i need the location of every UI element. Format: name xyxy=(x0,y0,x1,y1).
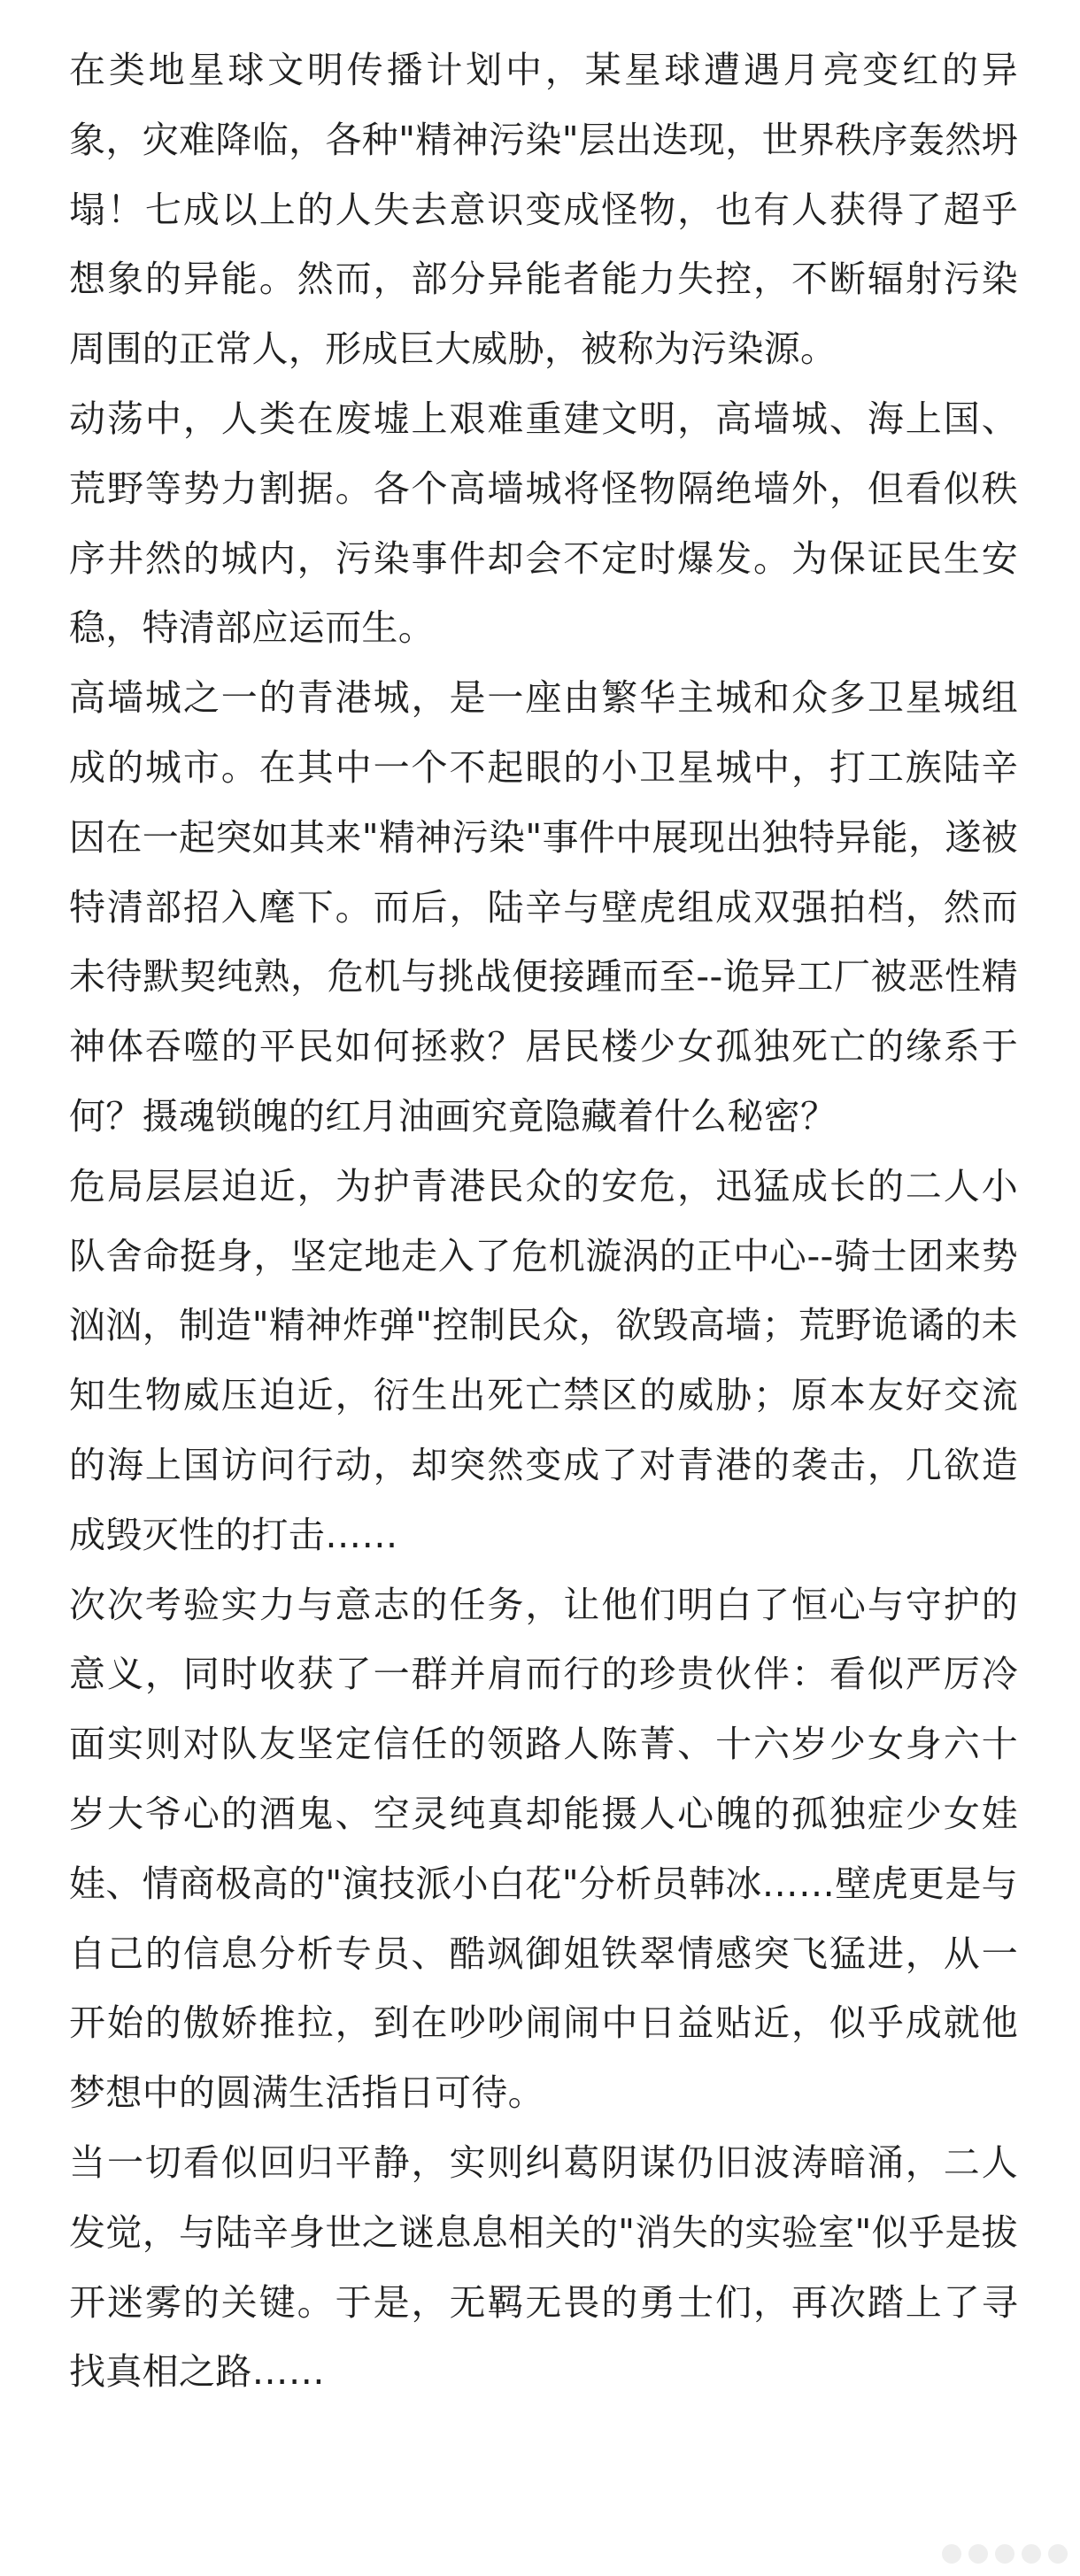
paragraph-1: 在类地星球文明传播计划中，某星球遭遇月亮变红的异象，灾难降临，各种"精神污染"层出迭现，世界秩序轰然坍塌！七成以上的人失去意识变成怪物，也有人获得了超乎想象的异能。然而，部分异能者能力失控，不断辐射污染周围的正常人，形成巨大威胁，被称为污染源。 xyxy=(69,49,1018,371)
watermark-logo xyxy=(942,2544,1068,2564)
watermark-dot xyxy=(942,2544,961,2564)
watermark-dot xyxy=(995,2544,1014,2564)
article-body xyxy=(69,35,1018,2407)
watermark-dot xyxy=(1022,2544,1041,2564)
paragraph-2: 动荡中，人类在废墟上艰难重建文明，高墙城、海上国、荒野等势力割据。各个高墙城将怪物隔绝墙外，但看似秩序井然的城内，污染事件却会不定时爆发。为保证民生安稳，特清部应运而生。 xyxy=(69,397,1018,650)
paragraph-4: 危局层层迫近，为护青港民众的安危，迅猛成长的二人小队舍命挺身，坚定地走入了危机漩涡的正中心--骑士团来势汹汹，制造"精神炸弹"控制民众，欲毁高墙；荒野诡谲的未知生物威压迫近，衍生出死亡禁区的威胁；原本友好交流的海上国访问行动，却突然变成了对青港的袭击，几欲造成毁灭性的打击…… xyxy=(69,1164,1018,1556)
paragraph-6: 当一切看似回归平静，实则纠葛阴谋仍旧波涛暗涌，二人发觉，与陆辛身世之谜息息相关的"消失的实验室"似乎是拔开迷雾的关键。于是，无羁无畏的勇士们，再次踏上了寻找真相之路…… xyxy=(69,2140,1018,2394)
paragraph-3: 高墙城之一的青港城，是一座由繁华主城和众多卫星城组成的城市。在其中一个不起眼的小卫星城中，打工族陆辛因在一起突如其来"精神污染"事件中展现出独特异能，遂被特清部招入麾下。而后，陆辛与壁虎组成双强拍档，然而未待默契纯熟，危机与挑战便接踵而至--诡异工厂被恶性精神体吞噬的平民如何拯救？居民楼少女孤独死亡的缘系于何？摄魂锁魄的红月油画究竟隐藏着什么秘密？ xyxy=(69,676,1018,1138)
watermark-dot xyxy=(968,2544,988,2564)
paragraph-5: 次次考验实力与意志的任务，让他们明白了恒心与守护的意义，同时收获了一群并肩而行的珍贵伙伴：看似严厉冷面实则对队友坚定信任的领路人陈菁、十六岁少女身六十岁大爷心的酒鬼、空灵纯真却能摄人心魄的孤独症少女娃娃、情商极高的"演技派小白花"分析员韩冰……壁虎更是与自己的信息分析专员、酷飒御姐铁翠情感突飞猛进，从一开始的傲娇推拉，到在吵吵闹闹中日益贴近，似乎成就他梦想中的圆满生活指日可待。 xyxy=(69,1583,1018,2115)
watermark-dot xyxy=(1048,2544,1068,2564)
